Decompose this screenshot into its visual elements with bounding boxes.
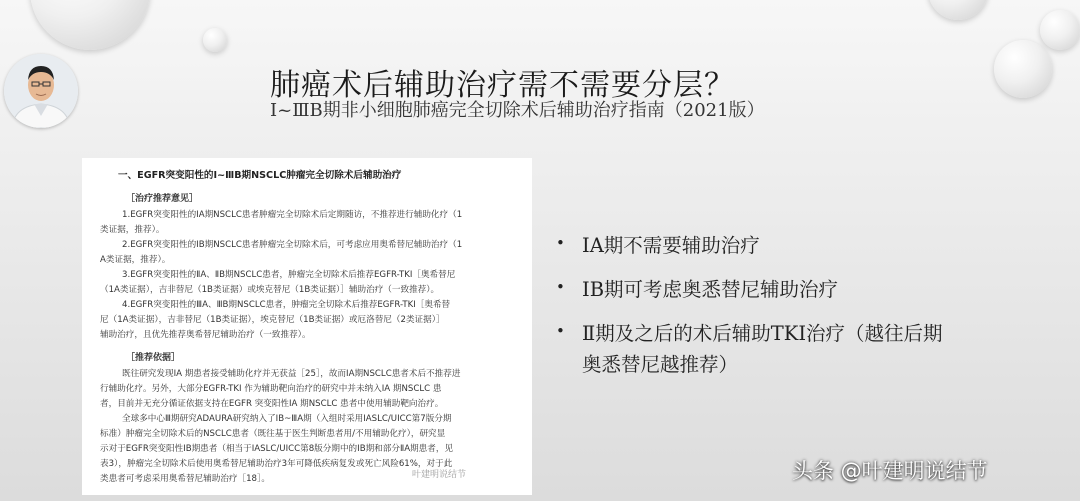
document-line: （1A类证据），吉非替尼（1B类证据）或埃克替尼（1B类证据）］辅助治疗（一致推荐）。 [100, 285, 440, 295]
document-line: 类证据，推荐）。 [100, 225, 165, 235]
document-line: 2.EGFR突变阳性的ⅠB期NSCLC患者肿瘤完全切除术后，可考虑应用奥希替尼辅助治疗（1 [122, 240, 463, 250]
document-line: 标准）肿瘤完全切除术后的NSCLC患者（既往基于医生判断患者用/不用辅助化疗），研究显 [100, 429, 446, 439]
key-point-text [582, 318, 943, 380]
document-line: 既往研究发现ⅠA 期患者接受辅助化疗并无获益［25］，故而ⅠA期NSCLC患者术后不推荐进 [122, 369, 461, 379]
document-line: 示对于EGFR突变阳性ⅠB期患者（相当于IASLC/UICC第8版分期中的ⅠB期和部分ⅡA期患者，见 [100, 444, 454, 454]
document-heading: 一、EGFR突变阳性的Ⅰ~ⅢB期NSCLC肿瘤完全切除术后辅助治疗 [118, 170, 402, 181]
basis-label: ［推荐依据］ [126, 353, 181, 363]
bullet-dot-icon: • [556, 322, 565, 340]
key-point-text: ⅠB期可考虑奥悉替尼辅助治疗 [582, 278, 839, 301]
decorative-bubble [994, 40, 1052, 98]
document-line: 表3），肿瘤完全切除术后使用奥希替尼辅助治疗3年可降低疾病复发或死亡风险61%，对于此 [100, 459, 453, 469]
bullet-dot-icon: • [556, 278, 565, 296]
document-line: 者，目前并无充分循证依据支持在EGFR 突变阳性ⅠA 期NSCLC 患者中使用辅助靶向治疗。 [100, 399, 444, 409]
document-line: 3.EGFR突变阳性的ⅡA、ⅡB期NSCLC患者，肿瘤完全切除术后推荐EGFR-TKI［奥希替尼 [122, 270, 456, 280]
decorative-bubble [928, 0, 988, 20]
document-line: 4.EGFR突变阳性的ⅢA、ⅢB期NSCLC患者，肿瘤完全切除术后推荐EGFR-TKI［奥希替 [122, 300, 451, 310]
recommendation-label: ［治疗推荐意见］ [126, 194, 199, 204]
key-point-text: ⅠA期不需要辅助治疗 [582, 234, 760, 257]
key-point-line: Ⅱ期及之后的术后辅助TKI治疗（越往后期 [582, 322, 943, 345]
decorative-bubble [203, 28, 227, 52]
recommendation-text [100, 208, 522, 343]
presenter-avatar [4, 54, 78, 128]
document-line: A类证据，推荐）。 [100, 255, 171, 265]
document-line: 辅助治疗，且优先推荐奥希替尼辅助治疗（一致推荐）。 [100, 330, 311, 340]
slide-title: 肺癌术后辅助治疗需不需要分层？ [270, 68, 735, 103]
key-point-line: 奥悉替尼越推荐） [582, 353, 739, 376]
decorative-bubble [1040, 10, 1080, 50]
document-line: 行辅助化疗。另外，大部分EGFR-TKI 作为辅助靶向治疗的研究中并未纳入ⅠA 期NSCLC 患 [100, 384, 442, 394]
source-watermark: 头条 @叶建明说结节 [792, 459, 988, 483]
bullet-dot-icon: • [556, 234, 565, 252]
guideline-document-excerpt [82, 158, 532, 495]
document-line: 类患者可考虑采用奥希替尼辅助治疗［18］。 [100, 474, 270, 484]
document-line: 尼（1A类证据），吉非替尼（1B类证据），埃克替尼（1B类证据）或厄洛替尼（2类证据）］ [100, 315, 445, 325]
slide-subtitle: Ⅰ~ⅢB期非小细胞肺癌完全切除术后辅助治疗指南（2021版） [270, 100, 765, 121]
document-watermark: 叶建明说结节 [412, 470, 467, 480]
decorative-bubble [30, 0, 150, 50]
document-line: 1.EGFR突变阳性的ⅠA期NSCLC患者肿瘤完全切除术后定期随访，不推荐进行辅助化疗（1 [122, 210, 463, 220]
document-line: 全球多中心Ⅲ期研究ADAURA研究纳入了ⅠB~ⅢA期（入组时采用IASLC/UICC第7版分期 [122, 414, 452, 424]
